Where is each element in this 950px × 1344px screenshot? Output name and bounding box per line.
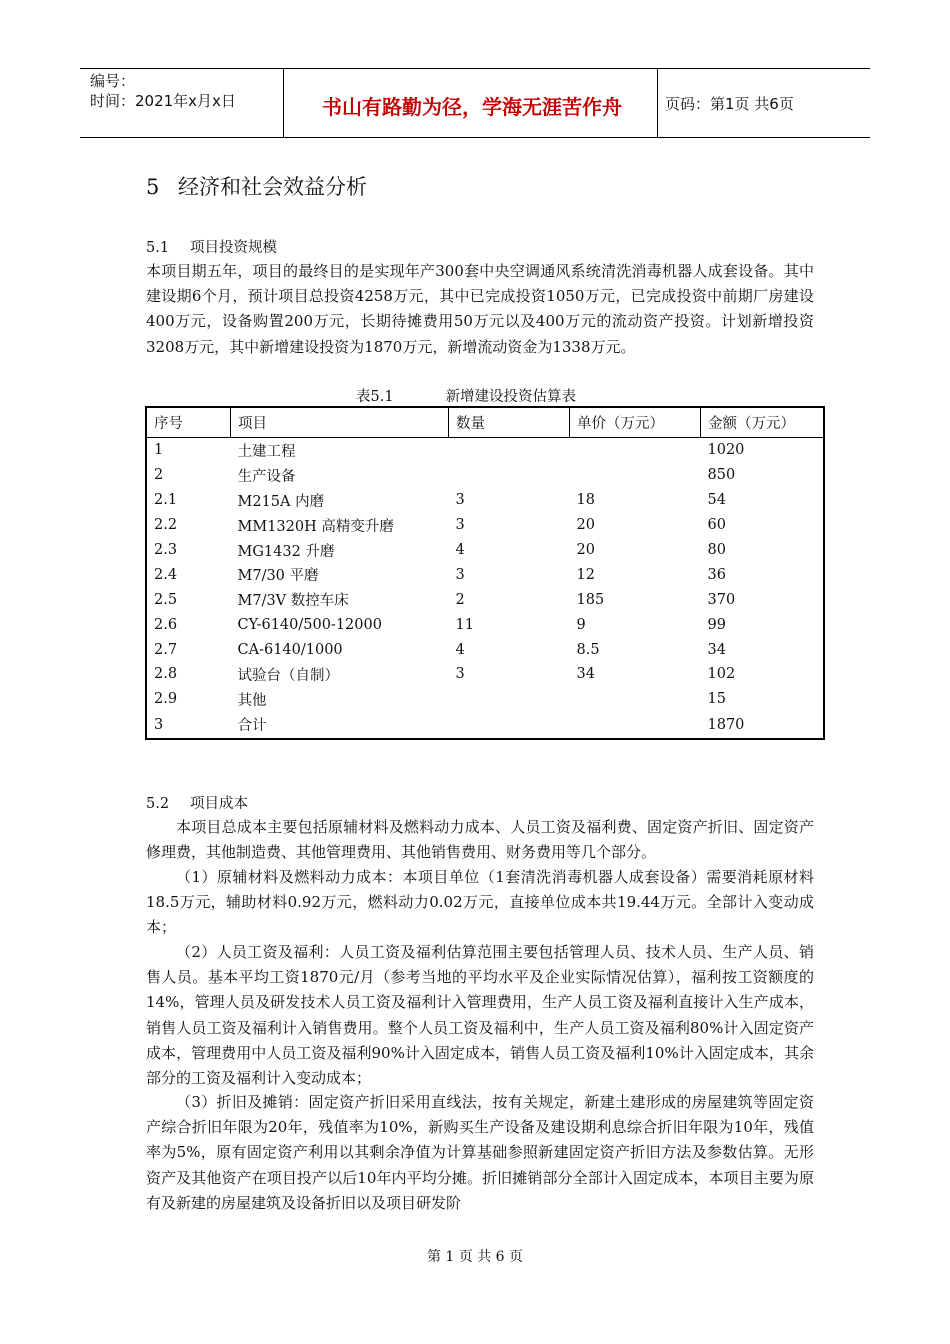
table-cell: 1020 — [707, 442, 745, 459]
subsection-number: 5.2 — [146, 796, 170, 812]
table-row — [146, 662, 824, 687]
table-cell — [570, 438, 701, 463]
table-row — [146, 488, 824, 513]
depreciation-paragraph: （3）折旧及摊销：固定资产折旧采用直线法，按有关规定，新建土建形成的房屋建筑等固定资产综合折旧年限为20年，残值率为10%，新购买生产设备及建设期利息综合折旧年限为10年，残值率为5%，原有固定资产利用以其剩余净值为计算基础参照新建固定资产折旧方法及参数估算。无形资产及其他资产在项目投产以后10年内平均分摊。折旧摊销部分全部计入固定成本，本项目主要为原有及新建的房屋建筑及设备折旧以及项目研发阶 — [146, 1093, 814, 1212]
cost-intro-paragraph: 本项目总成本主要包括原辅材料及燃料动力成本、人员工资及福利费、固定资产折旧、固定资产修理费，其他制造费、其他管理费用、其他销售费用、财务费用等几个部分。 — [146, 818, 814, 862]
table-cell: 34 — [707, 641, 726, 658]
table-cell: 80 — [707, 542, 726, 558]
table-cell: MG1432 升磨 — [237, 543, 335, 560]
table-cell: 4 — [455, 542, 465, 558]
table-cell: M7/3V 数控车床 — [237, 593, 349, 610]
table-cell: 2 — [455, 591, 465, 608]
table-cell: 2.3 — [154, 542, 178, 558]
subsection-title: 项目成本 — [190, 796, 248, 812]
table-row — [146, 513, 824, 538]
table-cell: 土建工程 — [237, 443, 296, 460]
subsection-number: 5.1 — [146, 240, 170, 256]
table-cell: 99 — [707, 616, 726, 633]
table-cell: 11 — [455, 616, 474, 633]
table-cell: 102 — [707, 666, 736, 683]
table-cell: 3 — [455, 492, 465, 509]
table-cell: 3 — [154, 716, 164, 733]
table-row — [146, 687, 824, 712]
header-cell: 数量 — [449, 407, 570, 438]
number-label: 编号： — [90, 72, 136, 90]
table-cell: 2.5 — [154, 591, 178, 608]
table-cell: 8.5 — [576, 641, 600, 658]
table-cell: 20 — [576, 542, 595, 558]
table-row — [146, 637, 824, 662]
table-cell: 2.4 — [154, 566, 178, 583]
table-cell: 2 — [154, 467, 164, 484]
header-cell: 序号 — [146, 407, 231, 438]
subsection-title: 项目投资规模 — [190, 240, 277, 256]
table-cell: CY-6140/500-12000 — [237, 616, 382, 633]
table-cell: 2.9 — [154, 691, 178, 708]
table-cell: 生产设备 — [237, 468, 296, 485]
table-row — [146, 712, 824, 739]
header-cell: 单价（万元） — [570, 407, 701, 438]
table-cell: 60 — [707, 517, 726, 534]
table-cell: 1870 — [707, 716, 745, 733]
table-cell: 1 — [154, 442, 164, 459]
table-cell — [570, 712, 701, 739]
table-cell — [449, 438, 570, 463]
table-cell: 其他 — [237, 692, 267, 709]
table-cell — [570, 463, 701, 488]
table-cell: M7/30 平磨 — [237, 568, 319, 585]
header-cell: 项目 — [231, 407, 449, 438]
section-number: 5 — [146, 175, 160, 199]
subsection-heading-5-1 — [146, 236, 277, 257]
table-cell: 54 — [707, 492, 726, 509]
table-cell: MM1320H 高精变升磨 — [237, 518, 394, 535]
table-cell: 合计 — [237, 718, 267, 735]
table-cell: 2.2 — [154, 517, 178, 534]
table-row — [146, 538, 824, 563]
table-cell: CA-6140/1000 — [237, 641, 343, 658]
table-cell: 2.6 — [154, 616, 178, 633]
table-cell: 15 — [707, 691, 726, 708]
table-cell — [449, 712, 570, 739]
table-cell: 试验台（自制） — [237, 667, 339, 684]
page-footer: 第 1 页 共 6 页 — [426, 1249, 524, 1265]
salary-paragraph: （2）人员工资及福利：人员工资及福利估算范围主要包括管理人员、技术人员、生产人员、销售人员。基本平均工资1870元/月（参考当地的平均水平及企业实际情况估算），福利按工资额度的14%，管理人员及研发技术人员工资及福利计入管理费用，生产人员工资及福利直接计入生产成本，销售人员工资及福利计入销售费用。整个人员工资及福利中，生产人员工资及福利80%计入固定资产成本，管理费用中人员工资及福利90%计入固定成本，销售人员工资及福利10%计入固定成本，其余部分的工资及福利计入变动成本； — [146, 943, 814, 1088]
section-heading — [146, 171, 367, 201]
table-row — [146, 463, 824, 488]
table-cell: 2.7 — [154, 641, 178, 658]
table-caption-title: 新增建设投资估算表 — [445, 389, 577, 405]
investment-paragraph: 本项目期五年，项目的最终目的是实现年产300套中央空调通风系统清洗消毒机器人成套设备。其中建设期6个月，预计项目总投资4258万元，其中已完成投资1050万元，已完成投资中前期厂房建设400万元，设备购置200万元，长期待摊费用50万元以及400万元的流动资产投资。计划新增投资3208万元，其中新增建设投资为1870万元，新增流动资金为1338万元。 — [146, 262, 814, 356]
table-cell: 370 — [707, 591, 736, 608]
investment-table — [145, 406, 825, 740]
time-label: 时间：2021年x月x日 — [90, 92, 236, 110]
table-row — [146, 612, 824, 637]
table-cell: 9 — [576, 616, 586, 633]
material-cost-paragraph: （1）原辅材料及燃料动力成本：本项目单位（1套清洗消毒机器人成套设备）需要消耗原材料18.5万元，辅助材料0.92万元，燃料动力0.02万元，直接单位成本共19.44万元。全部计入变动成本； — [146, 868, 814, 937]
table-cell: 12 — [576, 566, 595, 583]
table-cell: 20 — [576, 517, 595, 534]
section-title: 经济和社会效益分析 — [178, 175, 367, 199]
table-row — [146, 587, 824, 612]
header-meta — [90, 71, 236, 111]
table-cell: M215A 内磨 — [237, 493, 325, 510]
page-header — [80, 68, 870, 138]
table-cell: 3 — [455, 666, 465, 683]
table-row — [146, 562, 824, 587]
table-cell: 2.1 — [154, 492, 178, 509]
header-motto: 书山有路勤为径，学海无涯苦作舟 — [322, 95, 622, 119]
table-cell: 18 — [576, 492, 595, 509]
table-cell — [449, 463, 570, 488]
table-cell: 4 — [455, 641, 465, 658]
header-cell: 金额（万元） — [701, 407, 825, 438]
table-header-row — [146, 407, 824, 438]
subsection-heading-5-2 — [146, 792, 248, 813]
table-cell — [449, 687, 570, 712]
table-cell: 2.8 — [154, 666, 178, 683]
table-caption — [356, 385, 576, 406]
table-cell: 3 — [455, 566, 465, 583]
table-cell: 185 — [576, 591, 605, 608]
table-caption-number: 表5.1 — [356, 389, 394, 405]
table-cell — [570, 687, 701, 712]
table-cell: 850 — [707, 467, 736, 484]
table-cell: 34 — [576, 666, 595, 683]
table-cell: 3 — [455, 517, 465, 534]
header-page-code: 页码：第1页 共6页 — [665, 95, 794, 113]
table-row — [146, 438, 824, 463]
table-cell: 36 — [707, 566, 726, 583]
